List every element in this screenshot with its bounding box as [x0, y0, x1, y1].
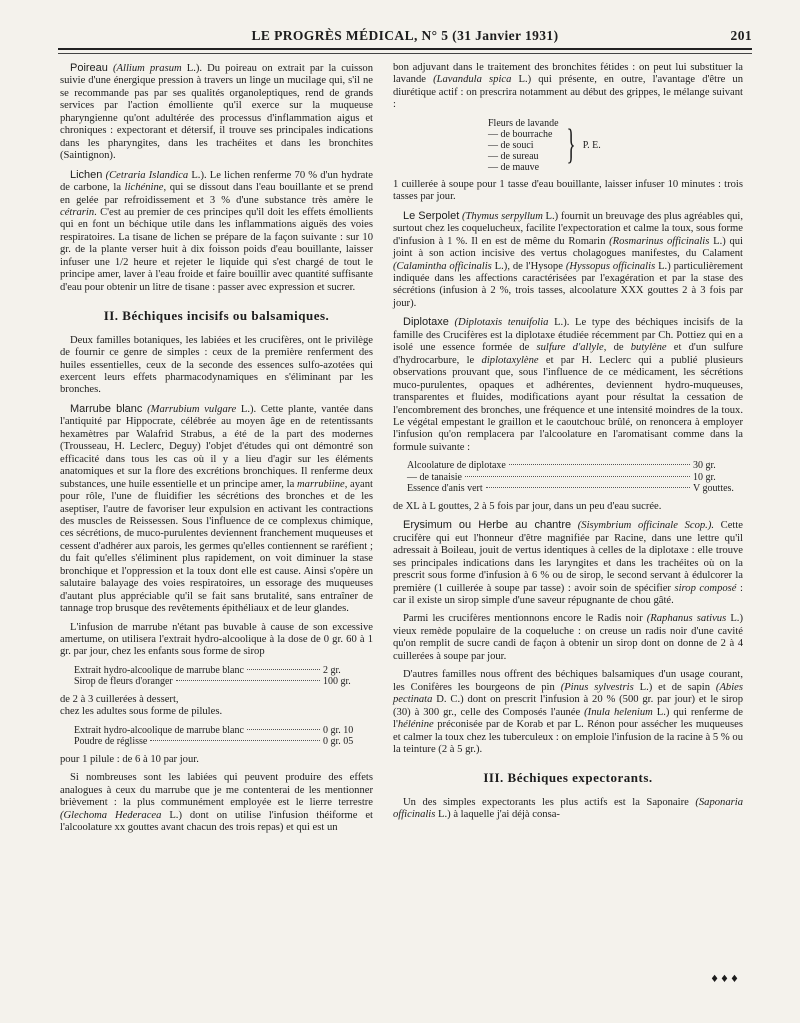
- paragraph-text: , qui se dissout dans l'eau bouillante et se prend en gelée par refroidissement et 3 % d'une substance très amère le: [60, 182, 374, 206]
- ingredient: Poudre de réglisse: [74, 736, 148, 748]
- paragraph-text: Si nombreuses sont les labiées qui peuvent produire des effets analogues à ceux du marrube que je me contenterai de les mentionner brièvement : la plus communément employée est le lierre terrestre: [60, 772, 373, 809]
- latin-term: diplotaxylène: [481, 354, 539, 366]
- latin-term: cétrarin: [60, 206, 95, 218]
- recipe-sirop: [74, 665, 373, 688]
- flower-list: [488, 118, 559, 173]
- term-lichen: Lichen: [70, 168, 103, 181]
- paragraph-text: , ayant pour rôle, l'une de fluidifier les sécrétions des bronches et de les aseptiser, l'autre de favoriser leur expulsion en activant les contractions des muscles de Reissessen. Sous l'influence de ce complexus chimique, ces sécrétions, de muco-purulentes deviennent franchement muqueuses et cessent d'adhérer aux parois, les germes qu'elles contiennent se raréfient ; du fait qu'elles s'éliminent plus rapidement, on voit diminuer la stase bronchique et l'oppression et la toux dont elle est cause. Ainsi s'opère un salutaire balayage des voies respiratoires, un essorage des muqueuses d'autant plus appréciable qu'il se fait sans brutalité, sans entraîner de tannage trop brusque des revêtements épithéliaux et de leur glandes.: [60, 478, 373, 615]
- paragraph-text: : car il existe un sirop simple d'une saveur répugnante de chou gâté.: [393, 582, 743, 606]
- paragraph-text: L.) qui renferme de l': [393, 706, 743, 731]
- paragraph-text: L.). Le lichen renferme 70 % d'un hydrate de carbone, la: [60, 169, 373, 194]
- latin-name: (Allium prasum: [113, 63, 182, 74]
- paragraph-text: , de: [603, 342, 631, 354]
- paragraph-text: . C'est au premier de ces principes qu'il doit les effets émollients qui en font un béchique utile dans les inflammations aiguës des voies respiratoires. La tisane de lichen se prépare de la façon suivante : sur 10 gr. de la plante verser huit à dix foisson poids d'eau bouillante, laisser infuser une 1/2 heure et rejeter le liquide qui s'est chargé de tout le principe amer, laver à l'eau froide et faire bouillir avec quantité suffisante d'eau pour obtenir un litre de tisane : passer avec expression et sucrer.: [60, 206, 373, 293]
- paragraph-lavande: [393, 62, 743, 112]
- header-rule: [58, 48, 752, 50]
- latin-term: marrubiine: [297, 478, 345, 490]
- latin-term: lichénine: [124, 182, 164, 194]
- paragraph-text: L.) à laquelle j'ai déjà consa-: [435, 809, 560, 821]
- latin-name: (Calamintha officinalis: [393, 260, 492, 272]
- paragraph-intro: Deux familles botaniques, les labiées et les crucifères, ont le privilège de fournir ce genre de simples : ceux de la première renferment des huiles essentielles, ceux de la seconde des essences sulfo-azotées qui exercent leurs effets pharmacodynamiques en s'éliminant par les bronches.: [60, 334, 373, 396]
- term-diplotaxe: Diplotaxe: [403, 316, 449, 329]
- ingredient: Extrait hydro-alcoolique de marrube blanc: [74, 664, 244, 676]
- latin-name: (Saponaria officinalis: [393, 796, 743, 821]
- paragraph-text: Un des simples expectorants les plus actifs est la Saponaire: [403, 796, 696, 808]
- paragraph-diplotaxe: [393, 316, 743, 454]
- pill-line: pour 1 pilule : de 6 à 10 par jour.: [60, 753, 199, 765]
- ingredient: Extrait hydro-alcoolique de marrube blanc: [74, 724, 244, 736]
- flower-item: — de souci: [488, 139, 534, 151]
- dose-text: de 2 à 3 cuillerées à dessert,: [60, 693, 179, 705]
- paragraph-serpolet: [393, 210, 743, 311]
- latin-term: sulfure d'allyle: [536, 342, 604, 354]
- paragraph-text: et par H. Leclerc qui a publié plusieurs observations prouvant que, sous l'influence de ce médicament, les sécrétions muco-purulentes, opaques et adhérentes, deviennent hydro-muqueuses, transparentes et fluides, modifications ayant pour résultat la cessation de l'encombrement des bronches, une fréquence et une intensité moindres de la toux. Le végétal empestant le graillon et le caoutchouc brûlé, on renoncera à employer l'infusion qu'on remplacera par l'alcoolature en l'aromatisant comme dans la formule suivante :: [393, 354, 743, 453]
- paragraph-autres: [393, 669, 743, 756]
- header-rule-thin: [58, 53, 752, 54]
- recipe-line: [407, 460, 743, 472]
- latin-name: (Raphanus sativus: [646, 613, 727, 625]
- paragraph-marrube: [60, 403, 373, 616]
- latin-name: (Abies pectinata: [393, 681, 743, 706]
- flower-item: — de mauve: [488, 161, 540, 173]
- spoon-instructions: 1 cuillerée à soupe pour 1 tasse d'eau bouillante, laisser infuser 10 minutes : trois tasses par jour.: [393, 178, 743, 203]
- ingredient: Essence d'anis vert: [407, 483, 483, 495]
- term-marrube: Marrube blanc: [70, 402, 143, 415]
- adults-text: chez les adultes sous forme de pilules.: [60, 706, 223, 718]
- paragraph-text: L.). Du poireau on extrait par la cuisson suivie d'une énergique pression à travers un linge un mucilage qui, s'il ne se recommande pas par ses qualités organoleptiques, rend de grands services par l'action émolliente qu'il exerce sur la muqueuse pharyngienne qu'ont adultérée des processus d'inflammation aigus et chroniques : expectorant et détersif, il trouve ses principales indications dans les pharyngites, dans les trachéites et dans les bronchites (Saintignon).: [60, 63, 373, 162]
- paragraph-lichen: [60, 169, 373, 295]
- paragraph-text: préconisée par de Korab et par L. Rénon pour assécher les muqueuses et calmer la toux chez les tuberculeux : on emploie l'infusion de la racine à 5 % ou la teinture (2 à 5 gr.).: [393, 719, 743, 755]
- latin-name: (Glechoma Hederacea: [60, 809, 162, 821]
- paragraph-text: L.) fournit un breuvage des plus agréables qui, surtout chez les coquelucheux, facilite l'expectoration et calme la toux, sous forme d'infusion à 1 %. Il en est de même du Romarin: [393, 210, 744, 247]
- paragraph-text: L.), de l'Hysope: [491, 260, 566, 272]
- latin-name: (Rosmarinus officinalis: [609, 235, 710, 247]
- recipe-line: [74, 725, 373, 737]
- ingredient: Alcoolature de diplotaxe: [407, 460, 506, 472]
- latin-name: (Lavandula spica: [433, 74, 512, 86]
- paragraph-text: L.) dont on utilise l'infusion théiforme et l'alcoolature xx gouttes avant chacun des trois repas) et qui est un: [60, 809, 374, 834]
- paragraph-text: L.) vieux remède populaire de la coqueluche : on creuse un radis noir d'une cavité qu'on remplit de sucre candi de façon à obtenir un sirop dont on donne de 2 à 4 cuillerées à soupe par jour.: [393, 613, 743, 662]
- page-number: 201: [730, 28, 752, 43]
- continuation-ornament: ♦♦♦: [710, 974, 740, 985]
- recipe-line: [74, 665, 373, 677]
- latin-name: (Sisymbrium officinale Scop.).: [577, 520, 714, 532]
- quantity: V gouttes.: [693, 483, 734, 495]
- paragraph-text: L.). Cette plante, vantée dans l'antiquité par Hippocrate, célébrée au moyen âge en de retentissants hexamètres par Walafrid Strabus, a été de la part des modernes (Trousseau, H. Leclerc, Deguy) l'objet d'études qui ont démontré son efficacité dans tous les cas où il y a lieu d'agir sur les éléments anatomiques et sur la flore des excrétions bronchiques. Il renferme deux substances, une huile essentielle et un principe amer, la: [60, 403, 373, 490]
- flower-mixture: [488, 118, 743, 173]
- ingredient: — de tanaisie: [407, 471, 462, 483]
- quantity: 0 gr. 05: [323, 736, 354, 748]
- paragraph-text: Cette crucifère qui eut l'honneur d'être magnifiée par Racine, dans une lettre qu'il adressait à Boileau, jouit de vertus identiques à celles de la diplotaxe : elle trouve ses principales indications dans les laryngites et dans les trachéites où on la prescrit sous forme d'infusion à 6 % ou de sirop, le second servant à édulcorer la première (1 cuillerée à soupe par tasse) : avoir soin de spécifier: [393, 520, 743, 594]
- recipe-line: [407, 472, 743, 484]
- paragraph-text: bon adjuvant dans le traitement des bronchites fétides : on peut lui substituer la lavande: [393, 62, 743, 86]
- term-poireau: Poireau: [70, 62, 108, 74]
- latin-name: (Hyssopus officinalis: [565, 260, 656, 272]
- quantity: 100 gr.: [323, 676, 351, 688]
- recipe-diplotaxe: [407, 460, 743, 495]
- paragraph-saponaire: [393, 797, 743, 822]
- left-column: [60, 62, 373, 841]
- latin-name: (Inula helenium: [584, 706, 653, 718]
- section-heading-2: II. Béchiques incisifs ou balsamiques.: [103, 308, 330, 324]
- recipe-pilules: [74, 725, 373, 748]
- section-heading-3: III. Béchiques expectorants.: [483, 770, 653, 786]
- paragraph-text: L.) qui présente, en outre, l'avantage d'être un diurétique actif : on prescrira notamment au début des grippes, le mélange suivant :: [393, 74, 743, 111]
- quantity: 2 gr.: [323, 664, 341, 676]
- latin-term: hélénine: [397, 719, 434, 731]
- paragraph-text: L.). Le type des béchiques incisifs de la famille des Crucifères est la diplotaxe étudiée récemment par Ch. Pottiez qui en a isolé une essence formée de: [393, 317, 744, 354]
- flower-item: — de sureau: [488, 150, 539, 162]
- flower-item: Fleurs de lavande: [488, 117, 559, 129]
- term-serpolet: Le Serpolet: [403, 209, 460, 222]
- paragraph-text: Parmi les crucifères mentionnons encore le Radis noir: [403, 613, 647, 625]
- paragraph-text: D'autres familles nous offrent des béchiques balsamiques d'un usage courant, les Conifères les bourgeons de pin: [393, 669, 743, 693]
- parts-egales: P. E.: [582, 139, 601, 151]
- paragraph-infusion: L'infusion de marrube n'étant pas buvable à cause de son excessive amertume, on utilisera l'extrait hydro-alcoolique à la dose de 0 gr. 60 à 1 gr. par jour, chez les enfants sous forme de sirop: [60, 621, 373, 658]
- latin-name: (Pinus sylvestris: [560, 681, 634, 693]
- running-header: [58, 28, 752, 48]
- recipe-line: [407, 483, 743, 495]
- quantity: 30 gr.: [693, 460, 716, 472]
- latin-name: (Thymus serpyllum: [461, 210, 543, 222]
- latin-term: sirop composé: [674, 582, 737, 594]
- latin-name: (Marrubium vulgare: [147, 403, 237, 415]
- quantity: 0 gr. 10: [323, 724, 354, 736]
- latin-name: (Cetraria Islandica: [105, 169, 189, 181]
- paragraph-radis: [393, 613, 743, 663]
- recipe-line: [74, 736, 373, 748]
- recipe-line: [74, 676, 373, 688]
- paragraph-labiees: [60, 772, 373, 834]
- paragraph-text: L.) particulièrement indiquée dans les affections caractérisées par l'exagération et par la stase des sécrétions (infusion à 2 %, trois tasses, alcoolature XXX gouttes 2 à 3 fois par jour).: [393, 260, 744, 309]
- flower-item: — de bourrache: [488, 128, 553, 140]
- paragraph-text: L.) et de sapin: [633, 681, 716, 693]
- term-erysimum: Erysimum ou Herbe au chantre: [403, 519, 572, 532]
- right-column: [393, 62, 743, 828]
- paragraph-poireau: [60, 62, 373, 163]
- paragraph-erysimum: [393, 519, 743, 607]
- paragraph-text: et d'un sulfure d'hydrocarbure, le: [393, 342, 743, 366]
- quantity: 10 gr.: [693, 471, 716, 483]
- journal-title: LE PROGRÈS MÉDICAL, N° 5 (31 Janvier 1931): [251, 28, 559, 43]
- recipe-dosage: de XL à L gouttes, 2 à 5 fois par jour, dans un peu d'eau sucrée.: [393, 500, 662, 512]
- paragraph-text: L.) qui joint à son action incisive des vertus cholagogues manifestes, du Calament: [393, 235, 744, 260]
- latin-term: butylène: [630, 342, 667, 354]
- dose-line: [60, 694, 373, 719]
- ingredient: Sirop de fleurs d'oranger: [74, 676, 173, 688]
- brace: }: [566, 122, 576, 169]
- paragraph-text: D. C.) dont on prescrit l'infusion à 20 % (500 gr. par jour) et le sirop (30) à 300 gr., celle des Composés l'aunée: [393, 694, 743, 718]
- latin-name: (Diplotaxis tenuifolia: [454, 317, 549, 329]
